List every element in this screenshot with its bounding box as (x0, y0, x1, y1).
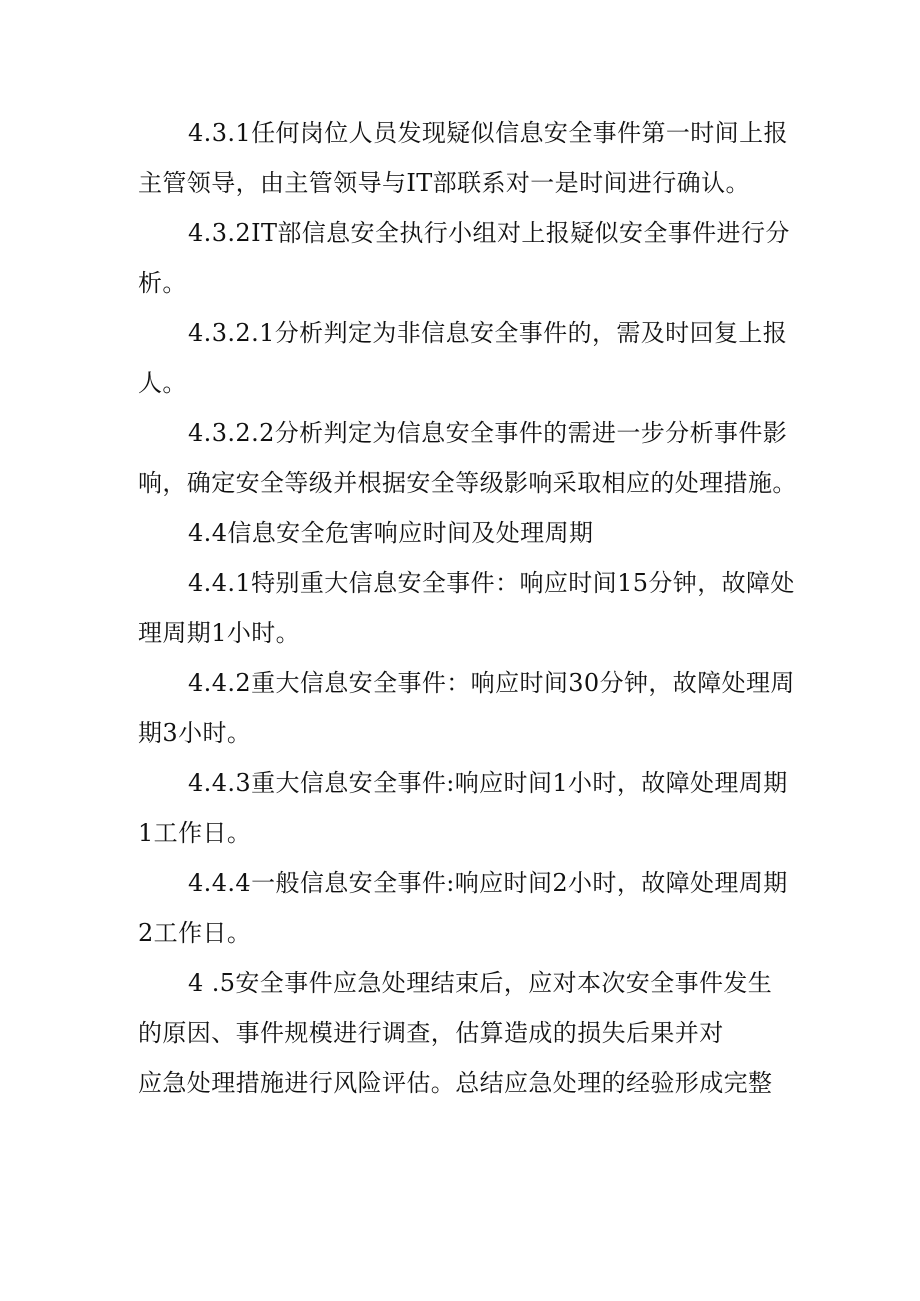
text-line: 响，确定安全等级并根据安全等级影响采取相应的处理措施。 (138, 469, 797, 497)
section-heading: 4.4信息安全危害响应时间及处理周期 (188, 519, 594, 547)
text-line: 1工作日。 (138, 819, 252, 847)
text-line: 4.3.2.2分析判定为信息安全事件的需进一步分析事件影 (188, 419, 788, 447)
text-line: 4.4.4一般信息安全事件:响应时间2小时，故障处理周期 (188, 869, 788, 897)
text-line: 4.4.3重大信息安全事件:响应时间1小时，故障处理周期 (188, 769, 788, 797)
text-line: 理周期1小时。 (138, 619, 301, 647)
text-line: 4.3.1任何岗位人员发现疑似信息安全事件第一时间上报 (188, 119, 788, 147)
text-line: 4 .5安全事件应急处理结束后，应对本次安全事件发生 (188, 969, 773, 997)
text-line: 2工作日。 (138, 919, 252, 947)
text-line: 4.4.2重大信息安全事件：响应时间30分钟，故障处理周 (188, 669, 795, 697)
text-line: 4.3.2IT部信息安全执行小组对上报疑似安全事件进行分 (188, 219, 790, 247)
text-line: 4.4.1特别重大信息安全事件：响应时间15分钟，故障处 (188, 569, 795, 597)
document-body (138, 108, 798, 1108)
text-line: 期3小时。 (138, 719, 252, 747)
text-line: 主管领导，由主管领导与IT部联系对一是时间进行确认。 (138, 169, 750, 197)
text-line: 的原因、事件规模进行调查，估算造成的损失后果并对 (138, 1019, 724, 1047)
text-line: 应急处理措施进行风险评估。总结应急处理的经验形成完整 (138, 1069, 773, 1097)
text-line: 析。 (138, 269, 187, 297)
text-line: 人。 (138, 369, 187, 397)
text-line: 4.3.2.1分析判定为非信息安全事件的，需及时回复上报 (188, 319, 788, 347)
